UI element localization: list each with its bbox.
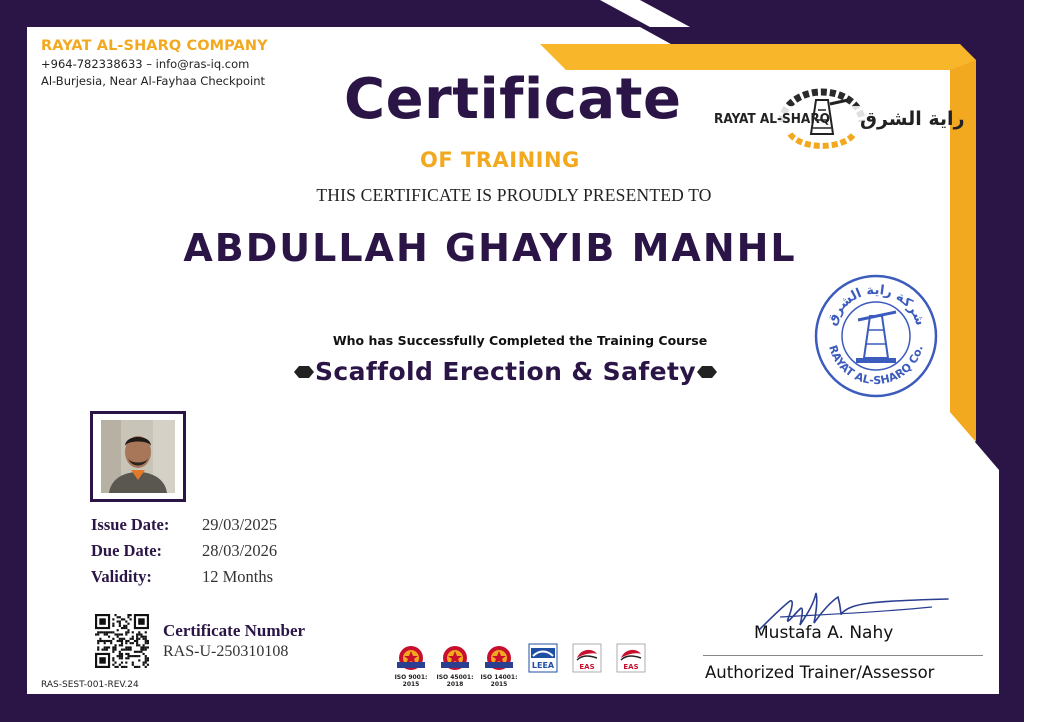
logo-text-en: RAYAT AL-SHARQ [714,111,830,127]
validity-row [91,564,277,590]
leea-badge-text: LEEA [531,661,555,670]
due-date-row [91,538,277,564]
due-date-label: Due Date: [91,541,163,560]
badge-iso-14001 [480,642,518,689]
due-date-value: 28/03/2026 [202,541,278,560]
iso-badge-icon [393,642,429,674]
badge-leea [524,642,562,689]
seal-text-en: RAYAT AL-SHARQ Co. [826,343,926,388]
completed-text: Who has Successfully Completed the Training Course [332,333,708,348]
badge-iso-9001 [392,642,430,689]
company-name: RAYAT AL-SHARQ COMPANY [41,38,268,54]
company-contact: +964-782338633 – info@ras-iq.com [41,57,250,71]
document-code: RAS-SEST-001-REV.24 [41,680,139,690]
eas-badge-text: EAS [579,663,595,671]
logo-text-ar: راية الشرق [860,108,965,130]
gear-derrick-icon [712,82,965,150]
hexagon-bullet-icon [696,364,718,380]
badge-caption: ISO 14001: 2015 [480,674,518,688]
badge-caption: ISO 45001: 2018 [436,674,474,688]
presented-text: THIS CERTIFICATE IS PROUDLY PRESENTED TO [316,185,712,205]
signature-line [703,655,983,656]
validity-label: Validity: [91,567,152,586]
company-seal [808,272,943,400]
qr-code [95,614,149,668]
certificate-title: Certificate [344,67,682,132]
company-logo [712,82,965,150]
course-row [293,357,718,386]
course-name: Scaffold Erection & Safety [315,357,697,386]
badge-caption: ISO 9001: 2015 [394,674,428,688]
iso-badge-icon [437,642,473,674]
validity-value: 12 Months [202,567,274,586]
recipient-name: ABDULLAH GHAYIB MANHL [183,226,797,270]
trainee-photo-frame [90,411,186,502]
seal-text-ar: شركة راية الشرق [824,282,928,328]
seal-derrick-icon [856,312,896,363]
iso-badge-icon [481,642,517,674]
svg-text:RAYAT AL-SHARQ Co. [826,344,926,388]
certificate-number-label: Certificate Number [163,621,306,640]
badge-eas-2 [612,642,650,689]
trainee-photo [101,420,175,493]
badge-iso-45001 [436,642,474,689]
eas-badge-icon [613,642,649,674]
certificate-number-block [163,621,305,661]
company-address: Al-Burjesia, Near Al-Fayhaa Checkpoint [41,74,265,88]
signer-name: Mustafa A. Nahy [754,623,894,643]
certificate-details [91,512,277,590]
eas-badge-icon [569,642,605,674]
company-header [41,38,268,88]
certificate-number-value: RAS-U-250310108 [163,643,289,660]
signer-role: Authorized Trainer/Assessor [705,663,935,682]
accreditation-badges [392,642,650,689]
issue-date-label: Issue Date: [91,515,170,534]
leea-badge-icon [525,642,561,674]
certificate-subtitle: OF TRAINING [420,148,580,172]
hexagon-bullet-icon [293,364,315,380]
badge-eas-1 [568,642,606,689]
issue-date-row [91,512,277,538]
issue-date-value: 29/03/2025 [202,515,278,534]
eas-badge-text: EAS [623,663,639,671]
